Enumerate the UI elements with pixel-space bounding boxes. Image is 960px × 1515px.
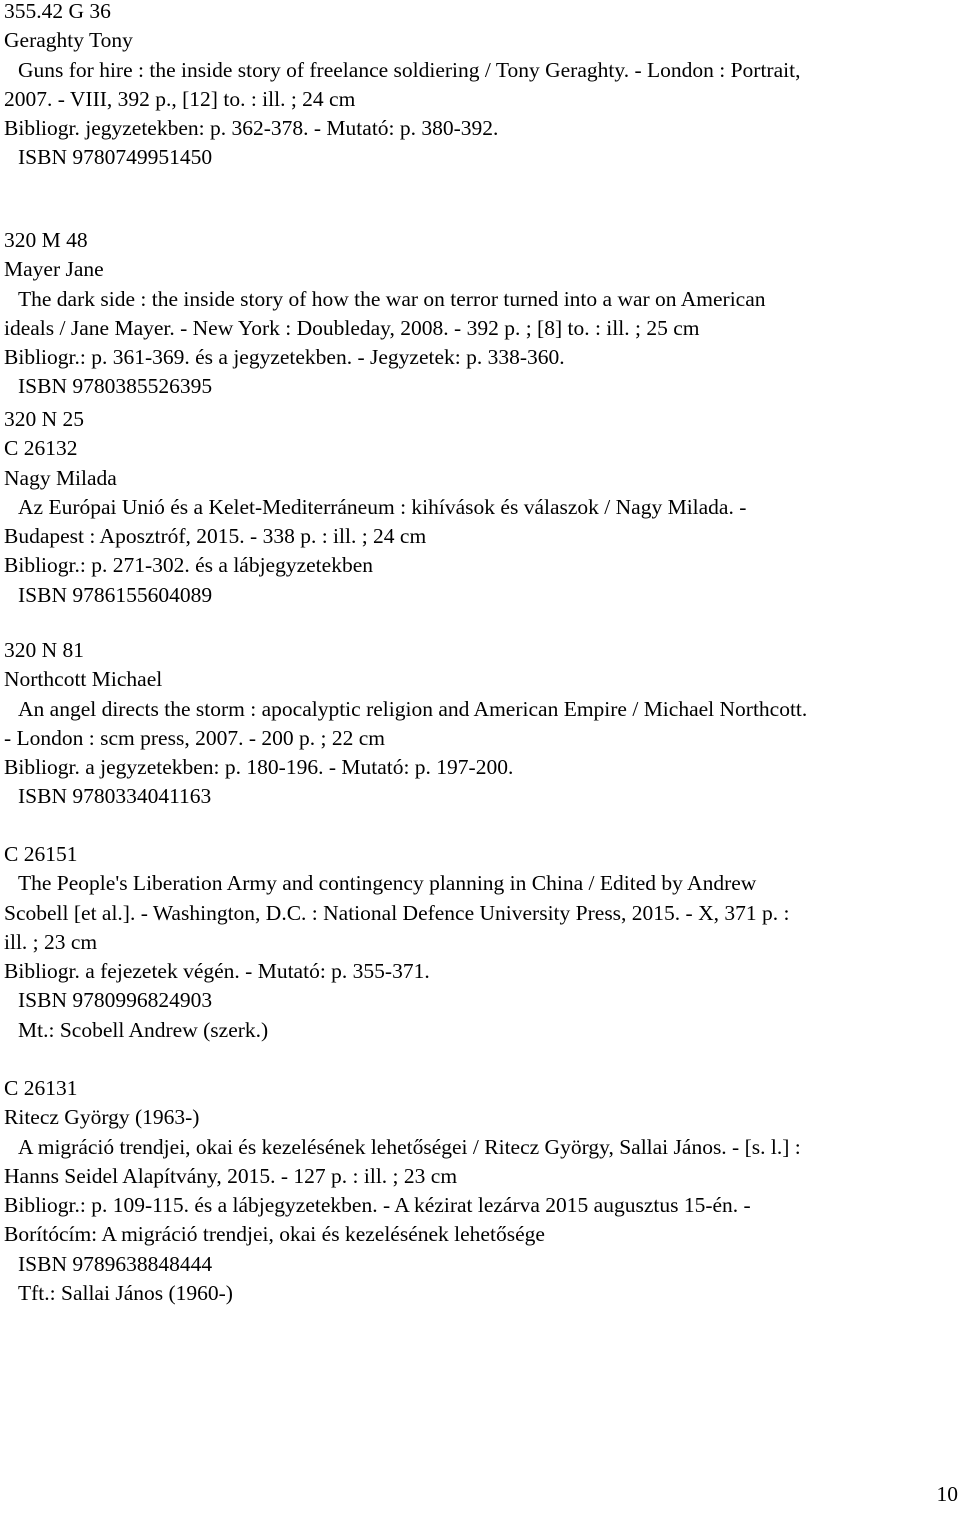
record-line: Tft.: Sallai János (1960-) <box>18 1281 233 1306</box>
catalog-record <box>4 0 954 173</box>
record-line: Az Európai Unió és a Kelet-Mediterráneum : kihívások és válaszok / Nagy Milada. - <box>18 494 747 519</box>
catalog-record <box>4 840 954 1045</box>
record-line: 320 N 25 <box>4 407 85 431</box>
record-line: 355.42 G 36 <box>4 0 111 23</box>
record-line: C 26132 <box>4 436 78 461</box>
record-line: ISBN 9786155604089 <box>18 582 213 607</box>
record-line: Nagy Milada <box>4 465 117 490</box>
record-line: Hanns Seidel Alapítvány, 2015. - 127 p. : ill. ; 23 cm <box>4 1163 458 1188</box>
record-line: Bibliogr.: p. 271-302. és a lábjegyzetekben <box>4 553 373 578</box>
record-line: A migráció trendjei, okai és kezelésének lehetőségei / Ritecz György, Sallai János. - [s. l.] : <box>18 1134 801 1159</box>
record-line: Guns for hire : the inside story of freelance soldiering / Tony Geraghty. - London : Portrait, <box>18 57 801 82</box>
record-line: Mt.: Scobell Andrew (szerk.) <box>18 1017 269 1042</box>
record-line: Bibliogr.: p. 361-369. és a jegyzetekben. - Jegyzetek: p. 338-360. <box>4 345 565 370</box>
record-line: Bibliogr. a jegyzetekben: p. 180-196. - Mutató: p. 197-200. <box>4 755 514 780</box>
record-line: ISBN 9780749951450 <box>18 145 213 170</box>
record-line: Ritecz György (1963-) <box>4 1105 200 1130</box>
catalog-record <box>4 1074 954 1308</box>
record-line: ISBN 9780996824903 <box>18 988 213 1013</box>
record-line: The dark side : the inside story of how the war on terror turned into a war on American <box>18 286 766 311</box>
record-line: Bibliogr. a fejezetek végén. - Mutató: p. 355-371. <box>4 959 430 984</box>
record-line: Geraghty Tony <box>4 28 133 53</box>
record-line: ill. ; 23 cm <box>4 929 98 954</box>
record-line: - London : scm press, 2007. - 200 p. ; 22 cm <box>4 725 385 750</box>
record-line: Budapest : Aposztróf, 2015. - 338 p. : ill. ; 24 cm <box>4 524 427 549</box>
record-line: Northcott Michael <box>4 667 163 692</box>
catalog-record <box>4 405 954 610</box>
record-line: C 26151 <box>4 842 78 866</box>
catalog-record <box>4 226 954 402</box>
record-line: 2007. - VIII, 392 p., [12] to. : ill. ; 24 cm <box>4 86 356 111</box>
record-line: Mayer Jane <box>4 257 104 282</box>
record-line: ISBN 9780385526395 <box>18 374 213 399</box>
page-number: 10 <box>936 1482 958 1506</box>
record-line: ideals / Jane Mayer. - New York : Doubleday, 2008. - 392 p. ; [8] to. : ill. ; 25 cm <box>4 315 700 340</box>
record-line: Bibliogr.: p. 109-115. és a lábjegyzetekben. - A kézirat lezárva 2015 augusztus 15-én. - <box>4 1193 751 1218</box>
record-line: The People's Liberation Army and contingency planning in China / Edited by Andrew <box>18 871 757 896</box>
record-line: ISBN 9789638848444 <box>18 1251 213 1276</box>
catalog-record <box>4 636 954 812</box>
record-line: 320 N 81 <box>4 638 85 662</box>
record-line: Scobell [et al.]. - Washington, D.C. : National Defence University Press, 2015. - X, 371 p. : <box>4 900 790 925</box>
record-line: Borítócím: A migráció trendjei, okai és kezelésének lehetősége <box>4 1222 545 1247</box>
record-line: An angel directs the storm : apocalyptic religion and American Empire / Michael Northcott. <box>18 696 808 721</box>
record-line: 320 M 48 <box>4 228 88 252</box>
record-line: Bibliogr. jegyzetekben: p. 362-378. - Mutató: p. 380-392. <box>4 116 499 141</box>
record-line: C 26131 <box>4 1076 78 1100</box>
record-line: ISBN 9780334041163 <box>18 784 212 809</box>
